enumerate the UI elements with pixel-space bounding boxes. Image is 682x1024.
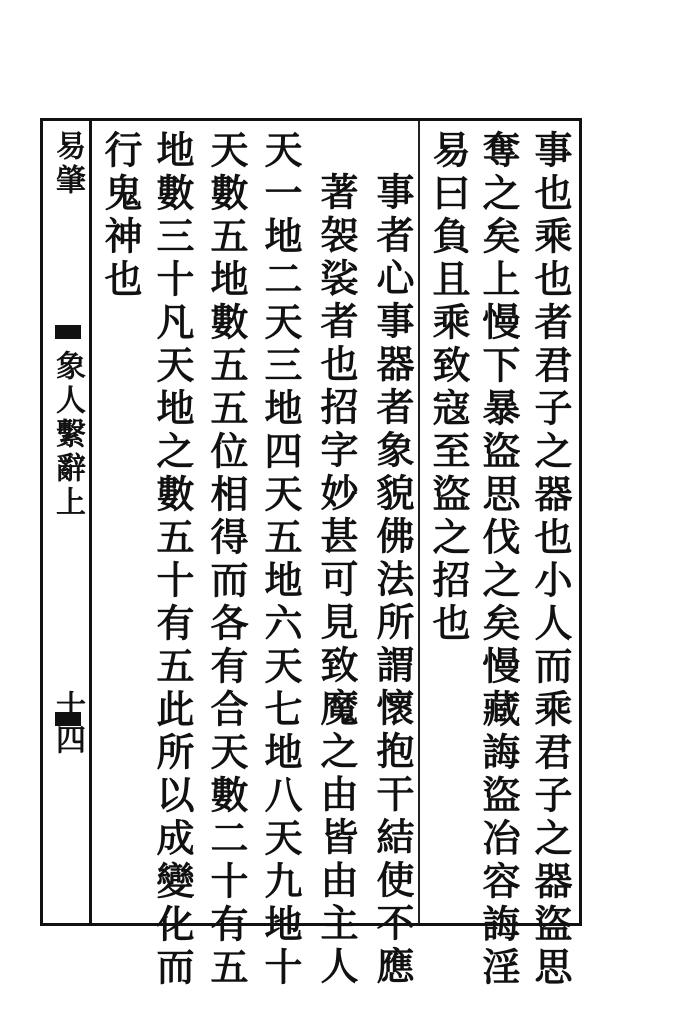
- fishtail-mark-top: [55, 325, 81, 339]
- text-column-3: 易曰負且乘致寇至盜之招也: [426, 130, 471, 646]
- text-column-8: 地數三十凡天地之數五十有五此所以成變化而: [150, 130, 195, 990]
- gutter-title: 易肇: [50, 130, 85, 198]
- text-column-5: 著袈裟者也招字妙甚可見致魔之由皆由主人: [314, 172, 359, 989]
- book-gutter: [40, 118, 92, 926]
- gutter-page-number: 十四: [50, 690, 85, 758]
- text-column-6: 天一地二天三地四天五地六天七地八天九地十: [258, 130, 303, 990]
- text-column-1: 事也乘也者君子之器也小人而乘君子之器盜思: [528, 130, 573, 990]
- gutter-chapter: 象人繫辭上: [50, 350, 85, 520]
- text-column-2: 奪之矣上慢下暴盜思伐之矣慢藏誨盜冶容誨淫: [476, 130, 521, 990]
- text-column-7: 天數五地數五五位相得而各有合天數二十有五: [204, 130, 249, 990]
- text-column-9: 行鬼神也: [98, 130, 143, 302]
- text-column-4: 事者心事器者象貌佛法所謂懷抱干結使不應: [370, 172, 415, 989]
